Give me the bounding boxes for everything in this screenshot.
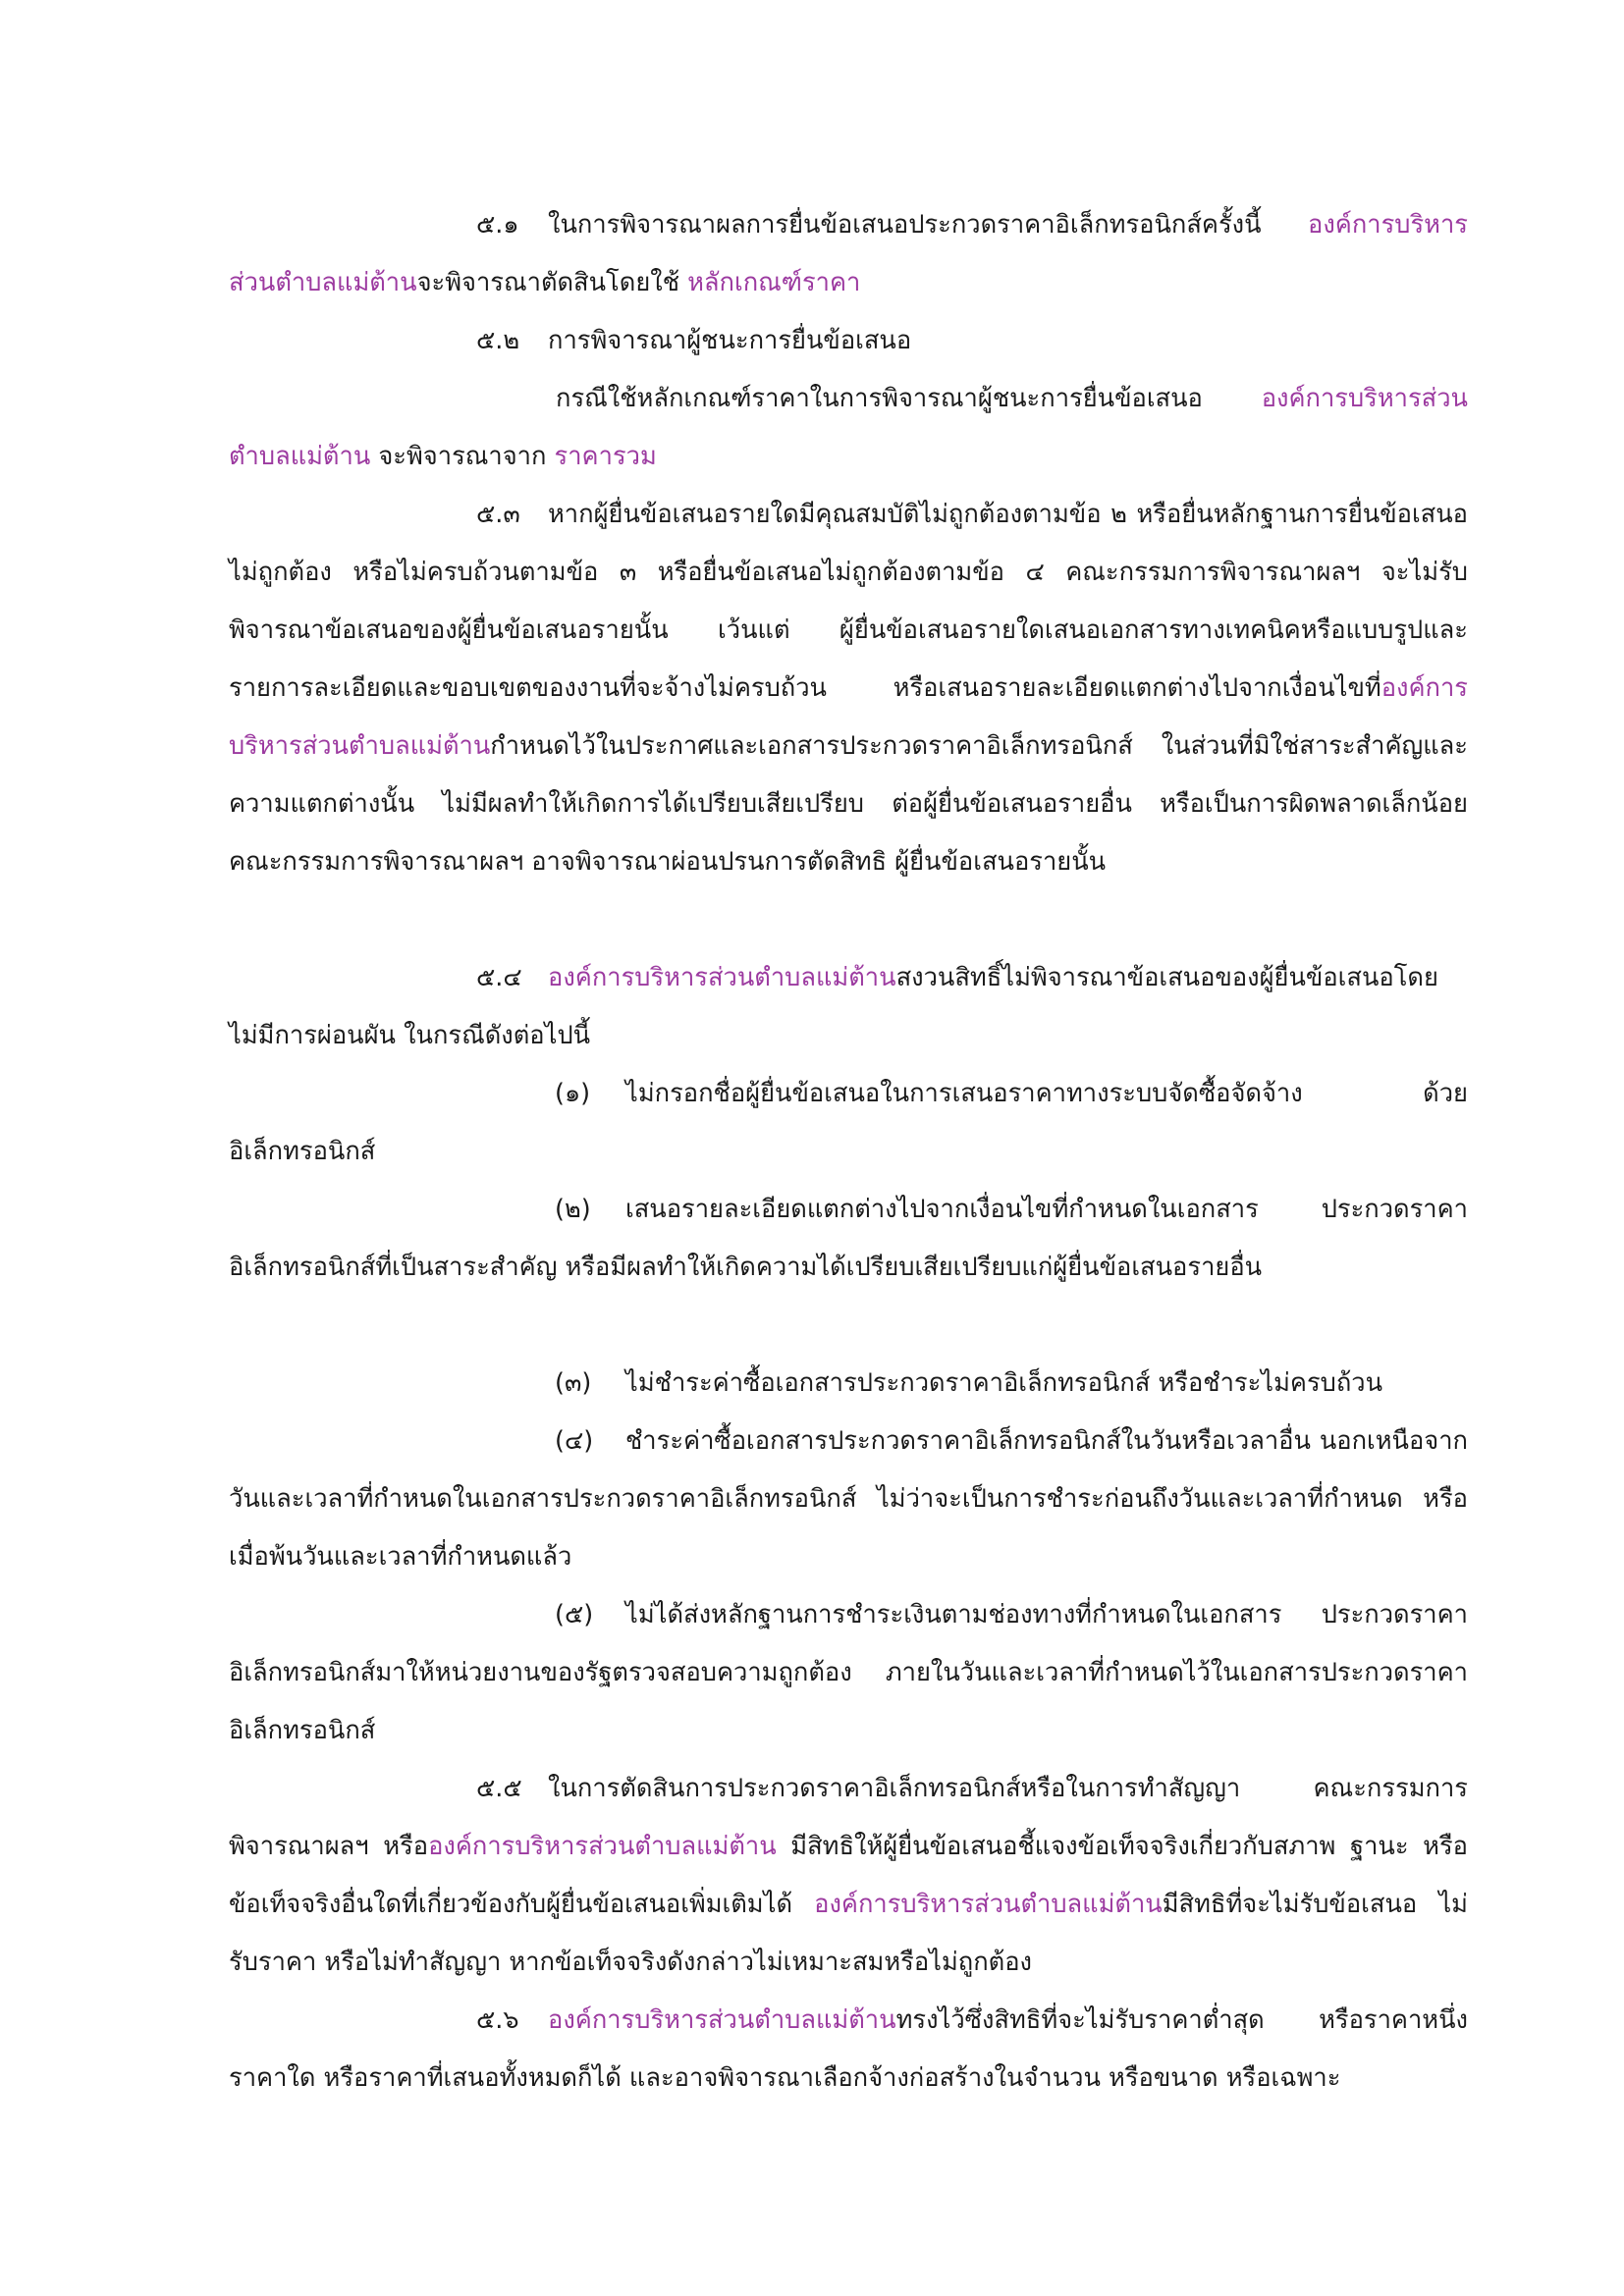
section-number: ๕.๑: [476, 210, 519, 240]
basis-text: ราคารวม: [554, 442, 657, 471]
section-text: กำหนดไว้ในประกาศและเอกสารประกวดราคาอิเล็กทรอนิกส์ ในส่วนที่มิใช่สาระสำคัญและความแตกต่างนั้น ไม่มีผลทำให้เกิดการได้เปรียบเสียเปรียบ ต่อผู้ยื่นข้อเสนอรายอื่น หรือเป็นการผิดพลาดเล็กน้อย คณะกรรมการพิจารณาผลฯ อาจพิจารณาผ่อนปรนการตัดสิทธิ ผู้ยื่นข้อเสนอรายนั้น: [229, 731, 1468, 877]
section-5-4-item-2: [229, 1181, 1468, 1297]
item-number: (๒): [555, 1195, 591, 1224]
section-5-4: [229, 949, 1468, 1065]
org-name: องค์การบริหารส่วนตำบลแม่ต้าน: [548, 963, 896, 992]
section-5-2-title: [229, 312, 1468, 370]
section-number: ๕.๖: [476, 2005, 519, 2035]
item-text: ไม่กรอกชื่อผู้ยื่นข้อเสนอในการเสนอราคาทางระบบจัดซื้อจัดจ้าง ด้วยอิเล็กทรอนิกส์: [229, 1079, 1468, 1166]
section-text: มีสิทธิที่จะไม่รับข้อเสนอ ไม่รับราคา หรือไม่ทำสัญญา หากข้อเท็จจริงดังกล่าวไม่เหมาะสมหรือไม่ถูกต้อง: [229, 1890, 1468, 1977]
section-text: จะพิจารณาจาก: [370, 442, 555, 471]
org-name: องค์การบริหารส่วนตำบลแม่ต้าน: [428, 1832, 777, 1861]
org-name: องค์การบริหารส่วนตำบลแม่ต้าน: [229, 210, 1468, 297]
section-number: ๕.๓: [476, 500, 520, 529]
item-text: เสนอรายละเอียดแตกต่างไปจากเงื่อนไขที่กำหนดในเอกสาร ประกวดราคา อิเล็กทรอนิกส์ที่เป็นสาระสำคัญ หรือมีผลทำให้เกิดความได้เปรียบเสียเปรียบแก่ผู้ยื่นข้อเสนอรายอื่น: [229, 1195, 1468, 1282]
section-text: มีสิทธิให้ผู้ยื่นข้อเสนอชี้แจงข้อเท็จจริงเกี่ยวกับสภาพ ฐานะ หรือข้อเท็จจริงอื่นใดที่เกี่ยวข้องกับผู้ยื่นข้อเสนอเพิ่มเติมได้: [229, 1832, 1468, 1919]
org-name: องค์การบริหารส่วนตำบลแม่ต้าน: [229, 384, 1468, 471]
section-5-4-item-4: [229, 1413, 1468, 1586]
section-5-1: [229, 196, 1468, 312]
section-text: สงวนสิทธิ์ไม่พิจารณาข้อเสนอของผู้ยื่นข้อเสนอโดยไม่มีการผ่อนผัน ในกรณีดังต่อไปนี้: [229, 963, 1438, 1050]
section-text: ในการตัดสินการประกวดราคาอิเล็กทรอนิกส์หรือในการทำสัญญา คณะกรรมการพิจารณาผลฯ หรือ: [229, 1774, 1468, 1861]
item-text: ไม่ชำระค่าซื้อเอกสารประกวดราคาอิเล็กทรอนิกส์ หรือชำระไม่ครบถ้วน: [625, 1368, 1383, 1398]
section-text: ในการพิจารณาผลการยื่นข้อเสนอประกวดราคาอิเล็กทรอนิกส์ครั้งนี้: [548, 210, 1308, 240]
section-5-4-item-3: [229, 1355, 1468, 1413]
item-number: (๑): [555, 1079, 591, 1108]
section-5-2-body: [229, 370, 1468, 486]
section-title: การพิจารณาผู้ชนะการยื่นข้อเสนอ: [548, 326, 912, 355]
section-text: กรณีใช้หลักเกณฑ์ราคาในการพิจารณาผู้ชนะการยื่นข้อเสนอ: [556, 384, 1262, 413]
item-number: (๕): [555, 1600, 594, 1629]
section-text: ทรงไว้ซึ่งสิทธิที่จะไม่รับราคาต่ำสุด หรือราคาหนึ่งราคาใด หรือราคาที่เสนอทั้งหมดก็ได้ และอาจพิจารณาเลือกจ้างก่อสร้างในจำนวน หรือขนาด หรือเฉพาะ: [229, 2005, 1468, 2093]
item-text: ไม่ได้ส่งหลักฐานการชำระเงินตามช่องทางที่กำหนดในเอกสาร ประกวดราคาอิเล็กทรอนิกส์มาให้หน่วยงานของรัฐตรวจสอบความถูกต้อง ภายในวันและเวลาที่กำหนดไว้ในเอกสารประกวดราคาอิเล็กทรอนิกส์: [229, 1600, 1468, 1745]
section-text: จะพิจารณาตัดสินโดยใช้: [416, 268, 688, 297]
section-5-3: [229, 486, 1468, 891]
section-5-6: [229, 1992, 1468, 2108]
org-name: องค์การบริหารส่วนตำบลแม่ต้าน: [229, 673, 1468, 761]
item-number: (๓): [555, 1368, 592, 1398]
item-text: ชำระค่าซื้อเอกสารประกวดราคาอิเล็กทรอนิกส์ในวันหรือเวลาอื่น นอกเหนือจากวันและเวลาที่กำหนดในเอกสารประกวดราคาอิเล็กทรอนิกส์ ไม่ว่าจะเป็นการชำระก่อนถึงวันและเวลาที่กำหนด หรือเมื่อพ้นวันและเวลาที่กำหนดแล้ว: [229, 1426, 1468, 1572]
section-number: ๕.๒: [476, 326, 520, 355]
section-number: ๕.๕: [476, 1774, 522, 1803]
section-5-5: [229, 1760, 1468, 1992]
section-5-4-item-1: [229, 1065, 1468, 1181]
section-number: ๕.๔: [476, 963, 522, 992]
org-name: องค์การบริหารส่วนตำบลแม่ต้าน: [548, 2005, 896, 2035]
section-text: หากผู้ยื่นข้อเสนอรายใดมีคุณสมบัติไม่ถูกต้องตามข้อ ๒ หรือยื่นหลักฐานการยื่นข้อเสนอไม่ถูกต้อง หรือไม่ครบถ้วนตามข้อ ๓ หรือยื่นข้อเสนอไม่ถูกต้องตามข้อ ๔ คณะกรรมการพิจารณาผลฯ จะไม่รับพิจารณาข้อเสนอของผู้ยื่นข้อเสนอรายนั้น เว้นแต่ ผู้ยื่นข้อเสนอรายใดเสนอเอกสารทางเทคนิคหรือแบบรูปและรายการละเอียดและขอบเขตของงานที่จะจ้างไม่ครบถ้วน หรือเสนอรายละเอียดแตกต่างไปจากเงื่อนไขที่: [229, 500, 1468, 703]
section-5-4-item-5: [229, 1586, 1468, 1760]
item-number: (๔): [555, 1426, 594, 1456]
org-name: องค์การบริหารส่วนตำบลแม่ต้าน: [814, 1890, 1163, 1919]
criteria-text: หลักเกณฑ์ราคา: [687, 268, 861, 297]
